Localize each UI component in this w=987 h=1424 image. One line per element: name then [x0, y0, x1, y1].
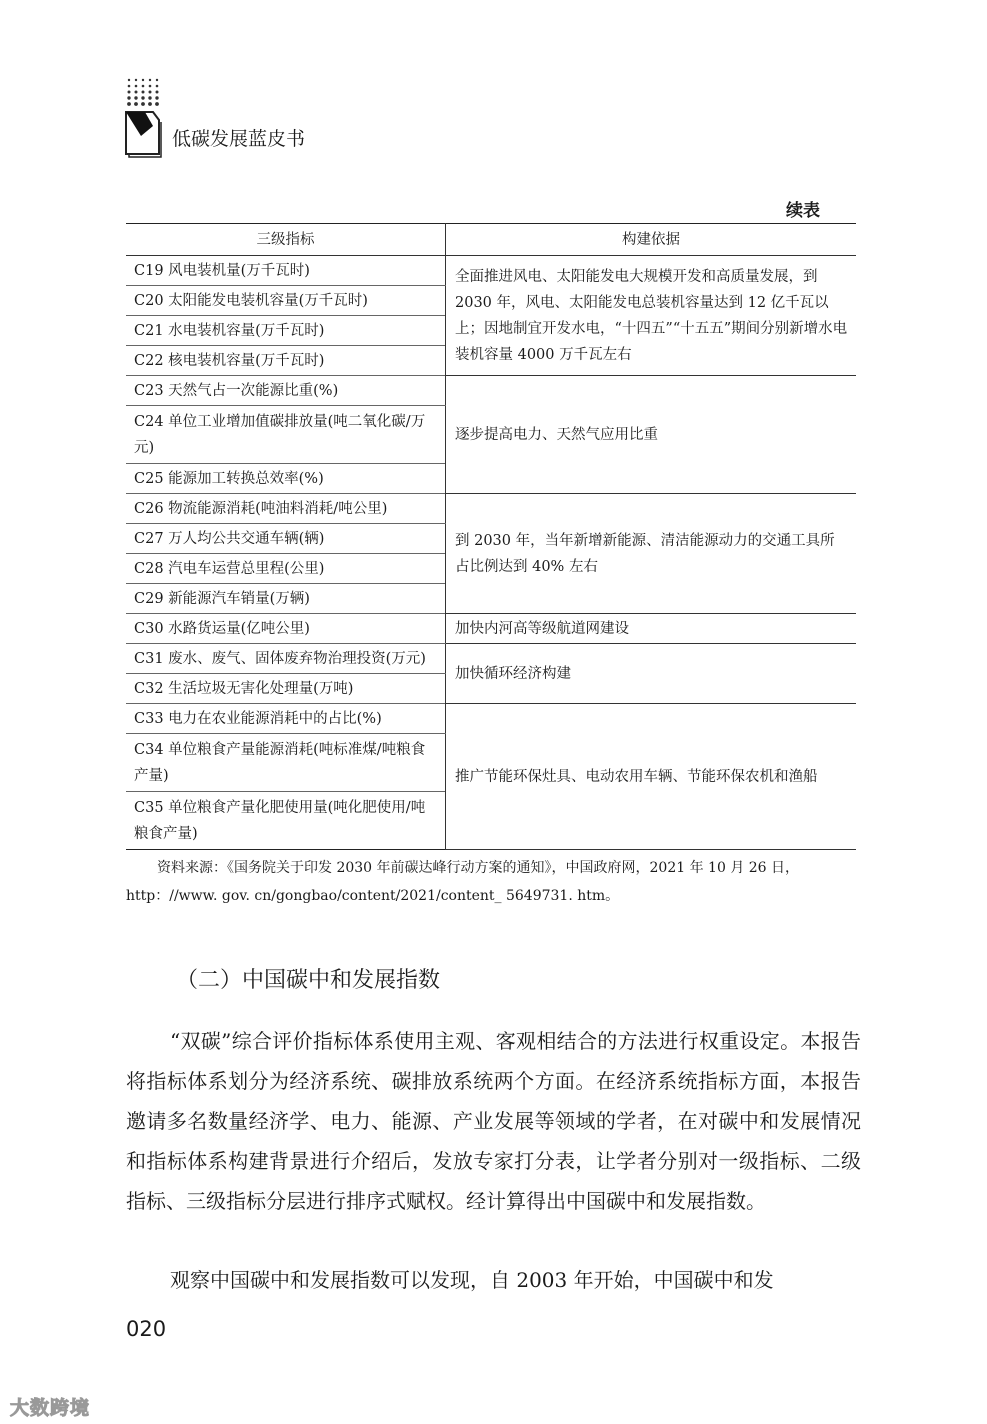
indicator-table [126, 223, 856, 850]
indicator-cell: C26 物流能源消耗(吨油料消耗/吨公里) [126, 494, 446, 524]
basis-cell: 加快内河高等级航道网建设 [446, 614, 857, 644]
basis-cell: 全面推进风电、太阳能发电大规模开发和高质量发展，到 2030 年，风电、太阳能发电总装机容量达到 12 亿千瓦以上；因地制宜开发水电，“十四五”“十五五”期间分别新增水电装机容量 4000 万千瓦左右 [446, 256, 857, 376]
section-title: （二）中国碳中和发展指数 [176, 968, 441, 993]
body-paragraph: 观察中国碳中和发展指数可以发现，自 2003 年开始，中国碳中和发 [170, 1268, 774, 1292]
indicator-cell: C24 单位工业增加值碳排放量(吨二氧化碳/万元) [126, 406, 446, 464]
table-continued-label: 续表 [786, 201, 820, 221]
basis-cell: 加快循环经济构建 [446, 644, 857, 704]
indicator-cell: C31 废水、废气、固体废弃物治理投资(万元) [126, 644, 446, 674]
basis-cell: 逐步提高电力、天然气应用比重 [446, 376, 857, 494]
basis-cell: 到 2030 年，当年新增新能源、清洁能源动力的交通工具所占比例达到 40% 左右 [446, 494, 857, 614]
page-number: 020 [126, 1317, 167, 1341]
indicator-cell: C34 单位粮食产量能源消耗(吨标准煤/吨粮食产量) [126, 734, 446, 792]
book-corner-icon [123, 108, 163, 158]
indicator-cell: C33 电力在农业能源消耗中的占比(%) [126, 704, 446, 734]
running-header-title: 低碳发展蓝皮书 [172, 128, 306, 150]
indicator-cell: C32 生活垃圾无害化处理量(万吨) [126, 674, 446, 704]
indicator-cell: C27 万人均公共交通车辆(辆) [126, 524, 446, 554]
header-basis: 构建依据 [446, 224, 857, 256]
indicator-cell: C25 能源加工转换总效率(%) [126, 464, 446, 494]
dot-grid-icon [127, 78, 159, 108]
header-indicator: 三级指标 [126, 224, 446, 256]
indicator-cell: C28 汽电车运营总里程(公里) [126, 554, 446, 584]
indicator-cell: C30 水路货运量(亿吨公里) [126, 614, 446, 644]
watermark: 大数跨境 [10, 1397, 91, 1419]
indicator-cell: C23 天然气占一次能源比重(%) [126, 376, 446, 406]
indicator-cell: C35 单位粮食产量化肥使用量(吨化肥使用/吨粮食产量) [126, 792, 446, 850]
body-paragraph: “双碳”综合评价指标体系使用主观、客观相结合的方法进行权重设定。本报告将指标体系划分为经济系统、碳排放系统两个方面。在经济系统指标方面，本报告邀请多名数量经济学、电力、能源、产业发展等领域的学者，在对碳中和发展情况和指标体系构建背景进行介绍后，发放专家打分表，让学者分别对一级指标、二级指标、三级指标分层进行排序式赋权。经计算得出中国碳中和发展指数。 [126, 1029, 861, 1213]
indicator-cell: C20 太阳能发电装机容量(万千瓦时) [126, 286, 446, 316]
basis-cell: 推广节能环保灶具、电动农用车辆、节能环保农机和渔船 [446, 704, 857, 850]
indicator-cell: C21 水电装机容量(万千瓦时) [126, 316, 446, 346]
indicator-cell: C22 核电装机容量(万千瓦时) [126, 346, 446, 376]
source-note: 资料来源：《国务院关于印发 2030 年前碳达峰行动方案的通知》，中国政府网，2021 年 10 月 26 日，http：//www. gov. cn/gongbao/content/2021/content_ 5649731. htm。 [126, 860, 800, 904]
indicator-cell: C29 新能源汽车销量(万辆) [126, 584, 446, 614]
indicator-cell: C19 风电装机量(万千瓦时) [126, 256, 446, 286]
